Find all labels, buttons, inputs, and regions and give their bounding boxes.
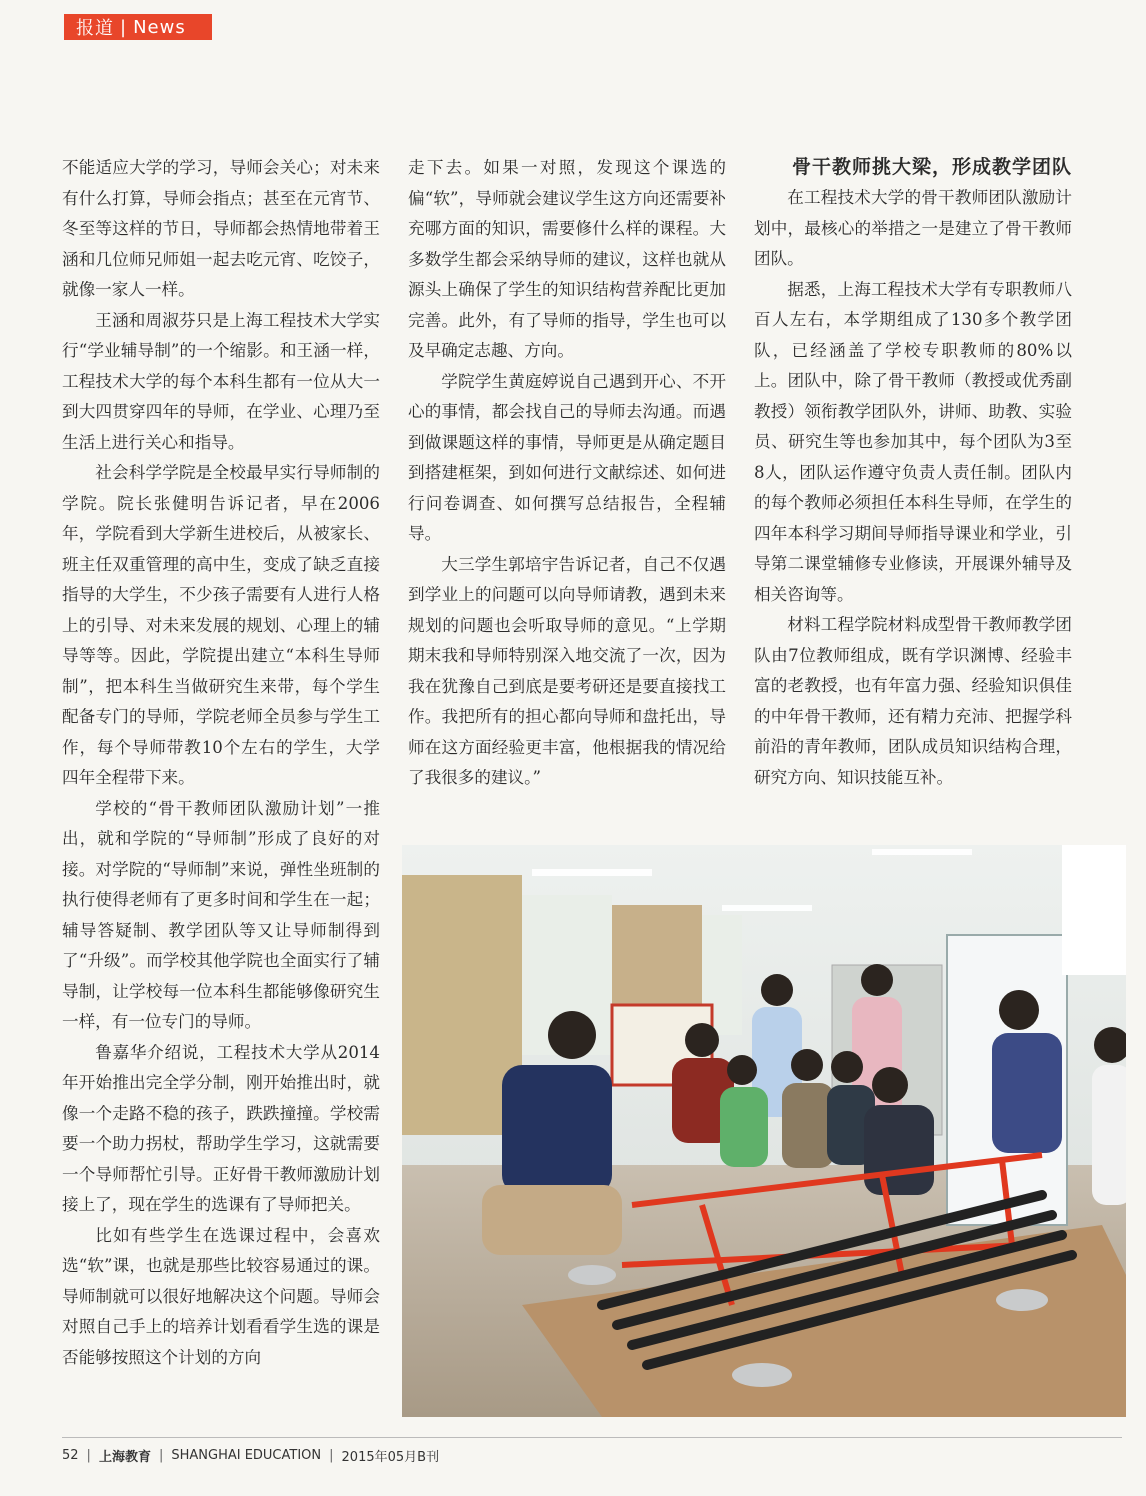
paragraph: 在工程技术大学的骨干教师团队激励计划中，最核心的举措之一是建立了骨干教师团队。	[754, 188, 1072, 268]
section-tag-separator: |	[120, 16, 128, 38]
paragraph: 据悉，上海工程技术大学有专职教师八百人左右，本学期组成了130多个教学团队，已经涵盖了学校专职教师的80%以上。团队中，除了骨干教师（教授或优秀副教授）领衔教学团队外，讲师、助教、实验员、研究生等也参加其中，每个团队为3至8人，团队运作遵守负责人责任制。团队内的每个教师必须担任本科生导师，在学生的四年本科学习期间导师指导课业和学业，引导第二课堂辅修专业修读，开展课外辅导及相关咨询等。	[754, 279, 1072, 604]
article-column-1	[62, 153, 380, 1373]
section-tag	[64, 14, 212, 40]
section-tag-en: News	[133, 16, 186, 38]
magazine-name-cn: 上海教育	[98, 1450, 151, 1465]
footer-rule	[62, 1437, 1122, 1438]
ceiling-light	[722, 905, 812, 911]
article-column-3	[754, 153, 1072, 793]
page-footer	[62, 1446, 1122, 1465]
paragraph: 大三学生郭培宇告诉记者，自己不仅遇到学业上的问题可以向导师请教，遇到未来规划的问题也会听取导师的意见。“上学期期末我和导师特别深入地交流了一次，因为我在犹豫自己到底是要考研还是要直接找工作。我把所有的担心都向导师和盘托出，导师在这方面经验更丰富，他根据我的情况给了我很多的建议。”	[408, 554, 726, 787]
support-pad	[996, 1289, 1048, 1311]
paragraph: 走下去。如果一对照，发现这个课选的偏“软”，导师就会建议学生这方向还需要补充哪方面的知识，需要修什么样的课程。大多数学生都会采纳导师的建议，这样也就从源头上确保了学生的知识结构营养配比更加完善。此外，有了导师的指导，学生也可以及早确定志趣、方向。	[408, 158, 726, 360]
magazine-name-en: SHANGHAI EDUCATION	[171, 1448, 322, 1463]
paragraph: 王涵和周淑芬只是上海工程技术大学实行“学业辅导制”的一个缩影。和王涵一样，工程技术大学的每个本科生都有一位从大一到大四贯穿四年的导师，在学业、心理乃至生活上进行关心和指导。	[62, 310, 380, 452]
poster	[1062, 845, 1126, 975]
lab-photo-illustration	[402, 845, 1126, 1417]
paragraph: 学院学生黄庭婷说自己遇到开心、不开心的事情，都会找自己的导师去沟通。而遇到做课题这样的事情，导师更是从确定题目到搭建框架，到如何进行文献综述、如何进行问卷调查、如何撰写总结报告，全程辅导。	[408, 371, 726, 543]
issue-label: 2015年05月B刊	[341, 1450, 440, 1465]
paragraph: 社会科学学院是全校最早实行导师制的学院。院长张健明告诉记者，早在2006年，学院看到大学新生进校后，从被家长、班主任双重管理的高中生，变成了缺乏直接指导的大学生，不少孩子需要有人进行人格上的引导、对未来发展的规划、心理上的辅导等等。因此，学院提出建立“本科生导师制”，把本科生当做研究生来带，每个学生配备专门的导师，学院老师全员参与学生工作，每个导师带教10个左右的学生，大学四年全程带下来。	[62, 463, 380, 787]
footer-separator: |	[86, 1448, 91, 1463]
paragraph: 学校的“骨干教师团队激励计划”一推出，就和学院的“导师制”形成了良好的对接。对学院的“导师制”来说，弹性坐班制的执行使得老师有了更多时间和学生在一起；辅导答疑制、教学团队等又让导师制得到了“升级”。而学校其他学院也全面实行了辅导制，让学校每一位本科生都能够像研究生一样，有一位专门的导师。	[62, 798, 380, 1031]
article-column-2	[408, 153, 726, 794]
paragraph: 不能适应大学的学习，导师会关心；对未来有什么打算，导师会指点；甚至在元宵节、冬至等这样的节日，导师都会热情地带着王涵和几位师兄师姐一起去吃元宵、吃饺子，就像一家人一样。	[62, 158, 380, 299]
page-number: 52	[62, 1448, 79, 1463]
section-tag-cn: 报道	[76, 18, 114, 39]
footer-separator: |	[158, 1448, 164, 1463]
ceiling-light	[872, 849, 972, 855]
article-photo	[402, 845, 1126, 1417]
support-pad	[732, 1363, 792, 1387]
section-heading: 骨干教师挑大梁，形成教学团队	[792, 156, 1073, 178]
paragraph: 比如有些学生在选课过程中，会喜欢选“软”课，也就是那些比较容易通过的课。导师制就可以很好地解决这个问题。导师会对照自己手上的培养计划看看学生选的课是否能够按照这个计划的方向	[62, 1225, 380, 1367]
paragraph: 鲁嘉华介绍说，工程技术大学从2014年开始推出完全学分制，刚开始推出时，就像一个走路不稳的孩子，跌跌撞撞。学校需要一个助力拐杖，帮助学生学习，这就需要一个导师帮忙引导。正好骨干教师激励计划接上了，现在学生的选课有了导师把关。	[62, 1042, 380, 1214]
paragraph: 材料工程学院材料成型骨干教师教学团队由7位教师组成，既有学识渊博、经验丰富的老教授，也有年富力强、经验知识俱佳的中年骨干教师，还有精力充沛、把握学科前沿的青年教师，团队成员知识结构合理，研究方向、知识技能互补。	[754, 615, 1072, 787]
ceiling-light	[532, 869, 652, 876]
support-pad	[568, 1265, 616, 1285]
footer-separator: |	[329, 1448, 334, 1463]
